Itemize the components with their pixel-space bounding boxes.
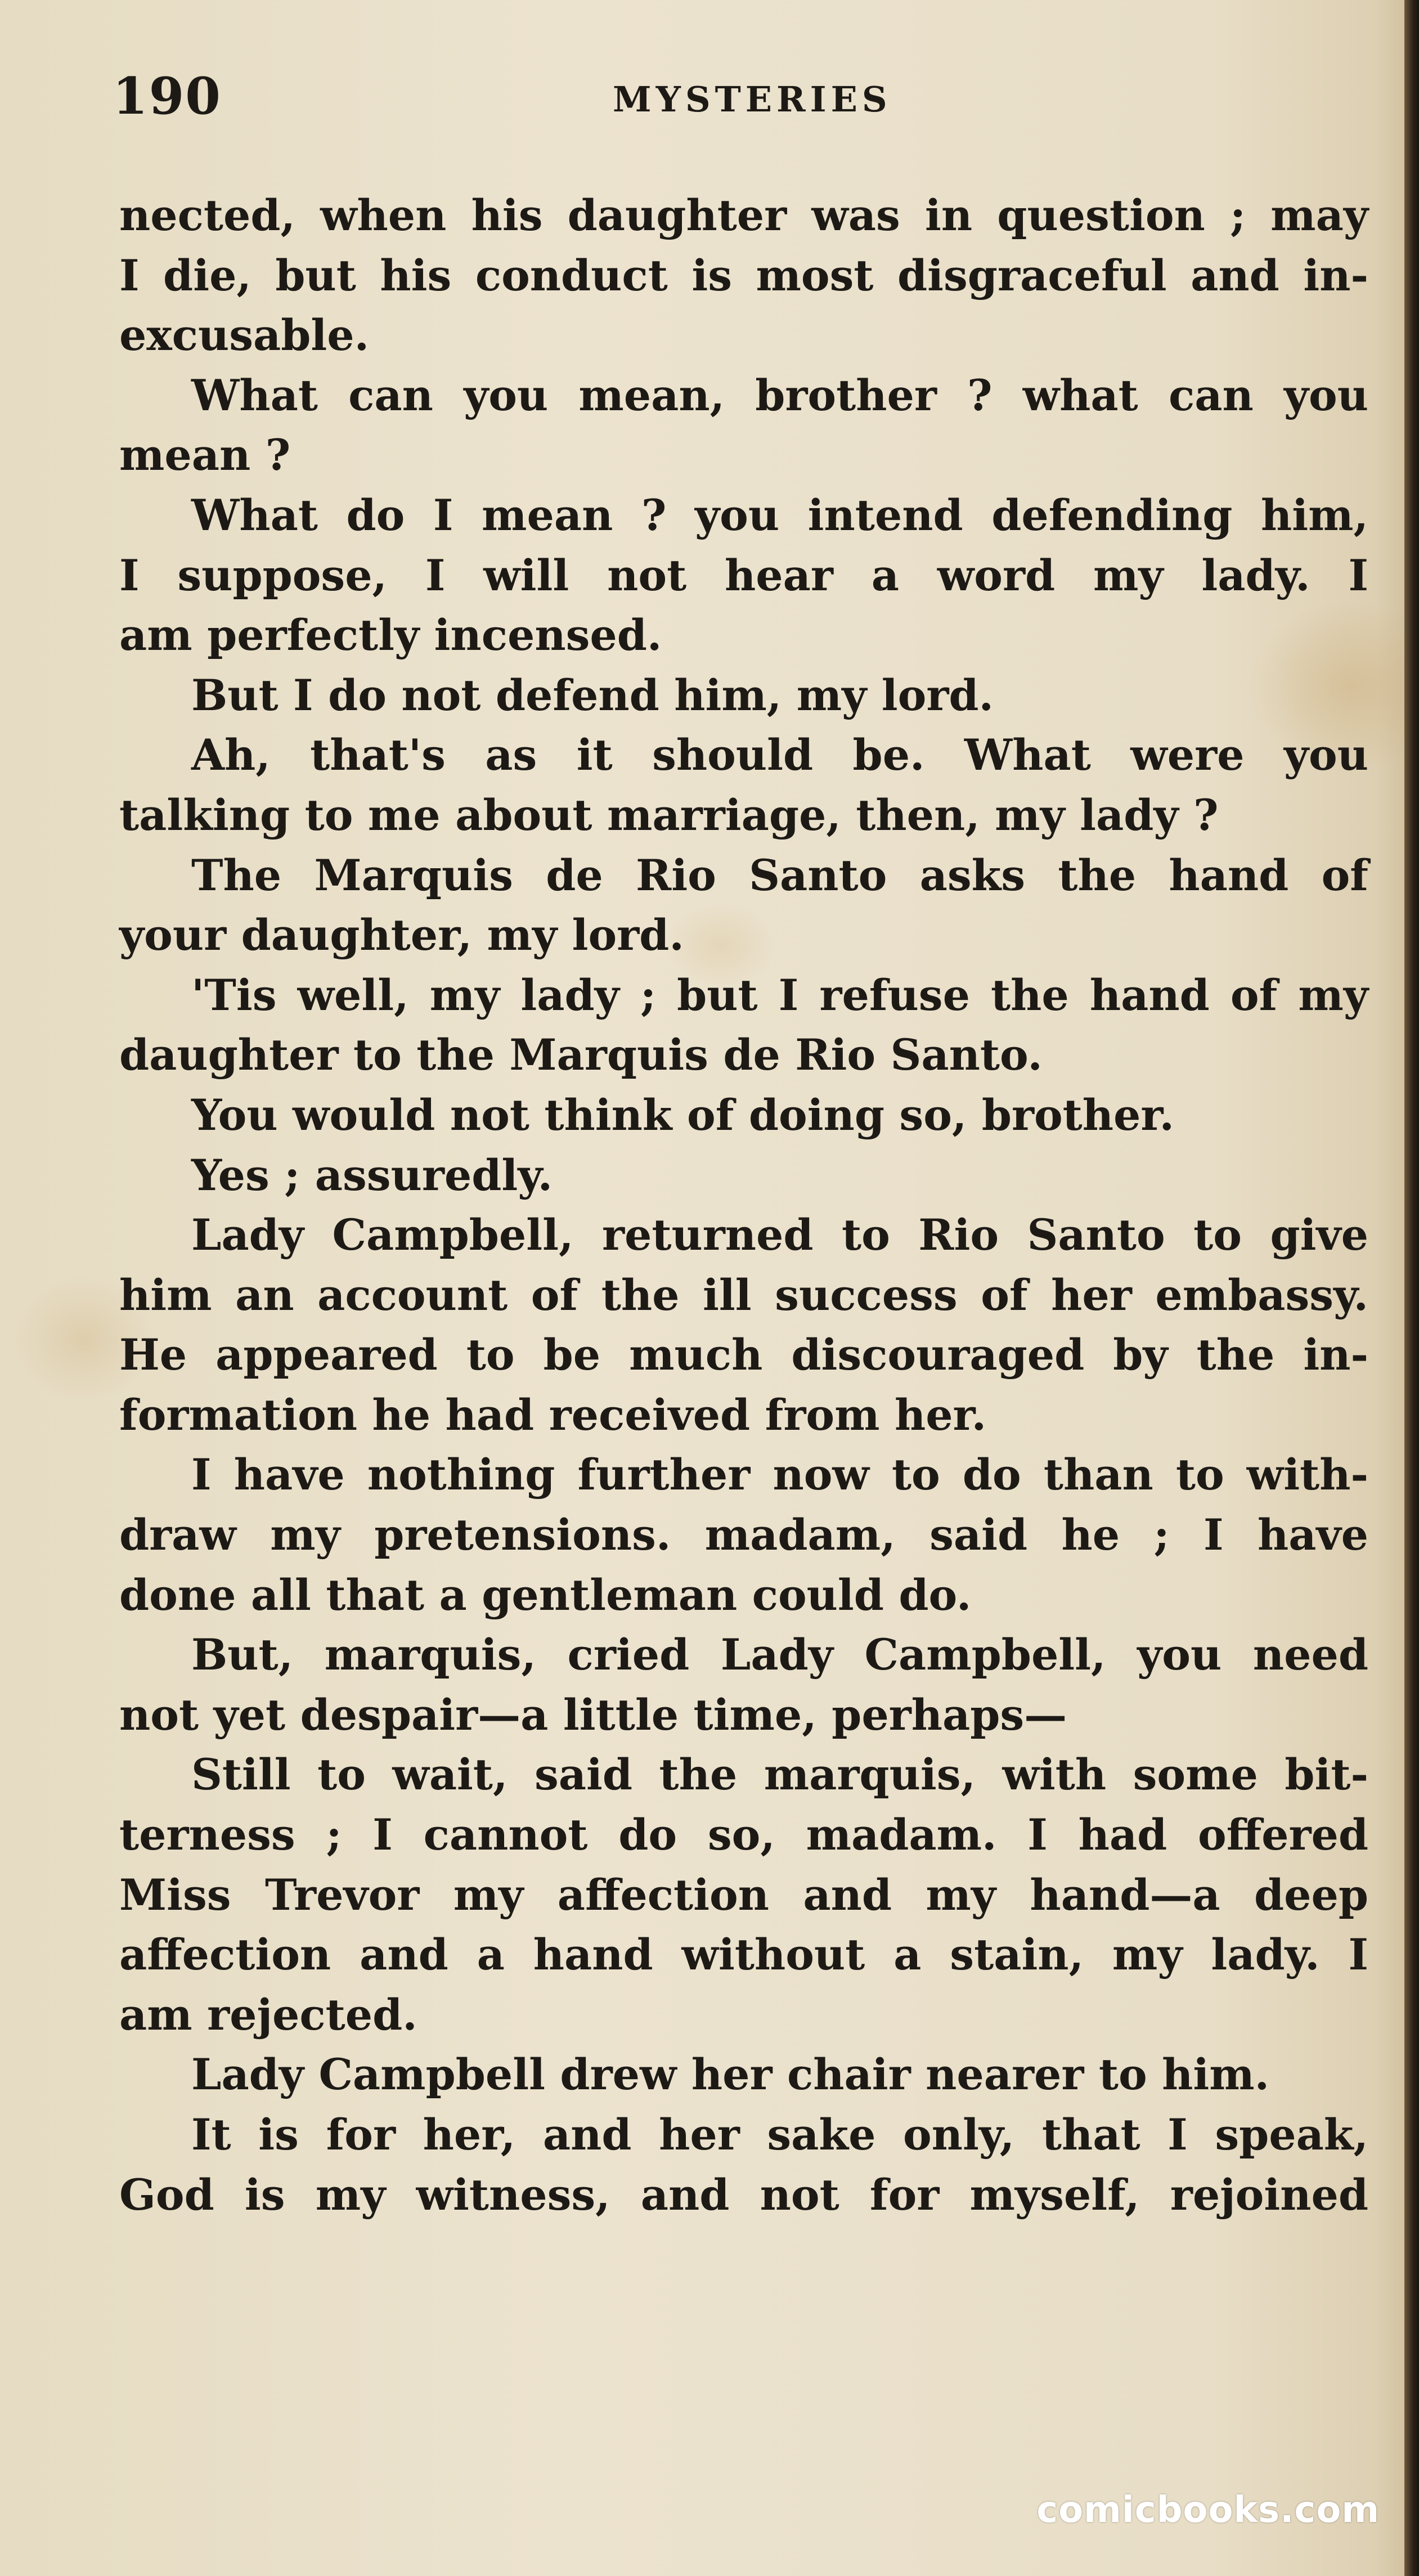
text-line: Lady Campbell, returned to Rio Santo to give	[191, 1210, 1368, 1260]
text-line: Yes ; assuredly.	[191, 1150, 553, 1200]
text-line: done all that a gentleman could do.	[119, 1569, 972, 1620]
text-line: You would not think of doing so, brother.	[191, 1089, 1174, 1140]
text-line: not yet despair—a little time, perhaps—	[119, 1689, 1067, 1740]
text-line: Miss Trevor my affection and my hand—a deep	[119, 1869, 1368, 1920]
text-line: am rejected.	[119, 1989, 417, 2040]
text-line: Lady Campbell drew her chair nearer to him.	[191, 2049, 1270, 2100]
text-line: But, marquis, cried Lady Campbell, you need	[191, 1630, 1368, 1680]
text-line: Ah, that's as it should be. What were you	[191, 730, 1368, 780]
text-line: draw my pretensions. madam, said he ; I have	[119, 1510, 1368, 1560]
text-line: your daughter, my lord.	[119, 910, 684, 961]
text-line: I have nothing further now to do than to with-	[191, 1449, 1368, 1500]
text-line: God is my witness, and not for myself, rejoined	[119, 2169, 1368, 2220]
text-line: I suppose, I will not hear a word my lady. I	[119, 550, 1368, 600]
text-line: daughter to the Marquis de Rio Santo.	[119, 1030, 1043, 1080]
page-number: 190	[113, 66, 222, 126]
text-line: him an account of the ill success of her embassy.	[119, 1269, 1368, 1320]
text-line: But I do not defend him, my lord.	[191, 670, 994, 720]
text-line: It is for her, and her sake only, that I speak,	[191, 2110, 1368, 2160]
text-line: excusable.	[119, 310, 370, 361]
text-line: What do I mean ? you intend defending him,	[191, 490, 1368, 540]
text-line: affection and a hand without a stain, my lady. I	[119, 1929, 1368, 1980]
text-line: formation he had received from her.	[119, 1389, 987, 1440]
text-line: 'Tis well, my lady ; but I refuse the hand of my	[191, 970, 1368, 1020]
text-line: mean ?	[119, 430, 291, 481]
text-line: Still to wait, said the marquis, with some bit-	[191, 1749, 1368, 1800]
text-line: nected, when his daughter was in question ; may	[119, 190, 1368, 240]
text-line: am perfectly incensed.	[119, 610, 662, 661]
body-text	[119, 186, 1368, 2225]
watermark: comicbooks.com	[1036, 2489, 1380, 2531]
text-line: terness ; I cannot do so, madam. I had offered	[119, 1810, 1368, 1860]
text-line: I die, but his conduct is most disgraceful and in-	[119, 250, 1368, 300]
text-line: What can you mean, brother ? what can you	[191, 370, 1368, 420]
text-line: The Marquis de Rio Santo asks the hand of	[191, 850, 1368, 900]
book-spine-edge	[1404, 0, 1419, 2576]
running-head: MYSTERIES	[613, 79, 892, 120]
text-line: He appeared to be much discouraged by the in-	[119, 1330, 1368, 1380]
text-line: talking to me about marriage, then, my lady ?	[119, 789, 1219, 840]
